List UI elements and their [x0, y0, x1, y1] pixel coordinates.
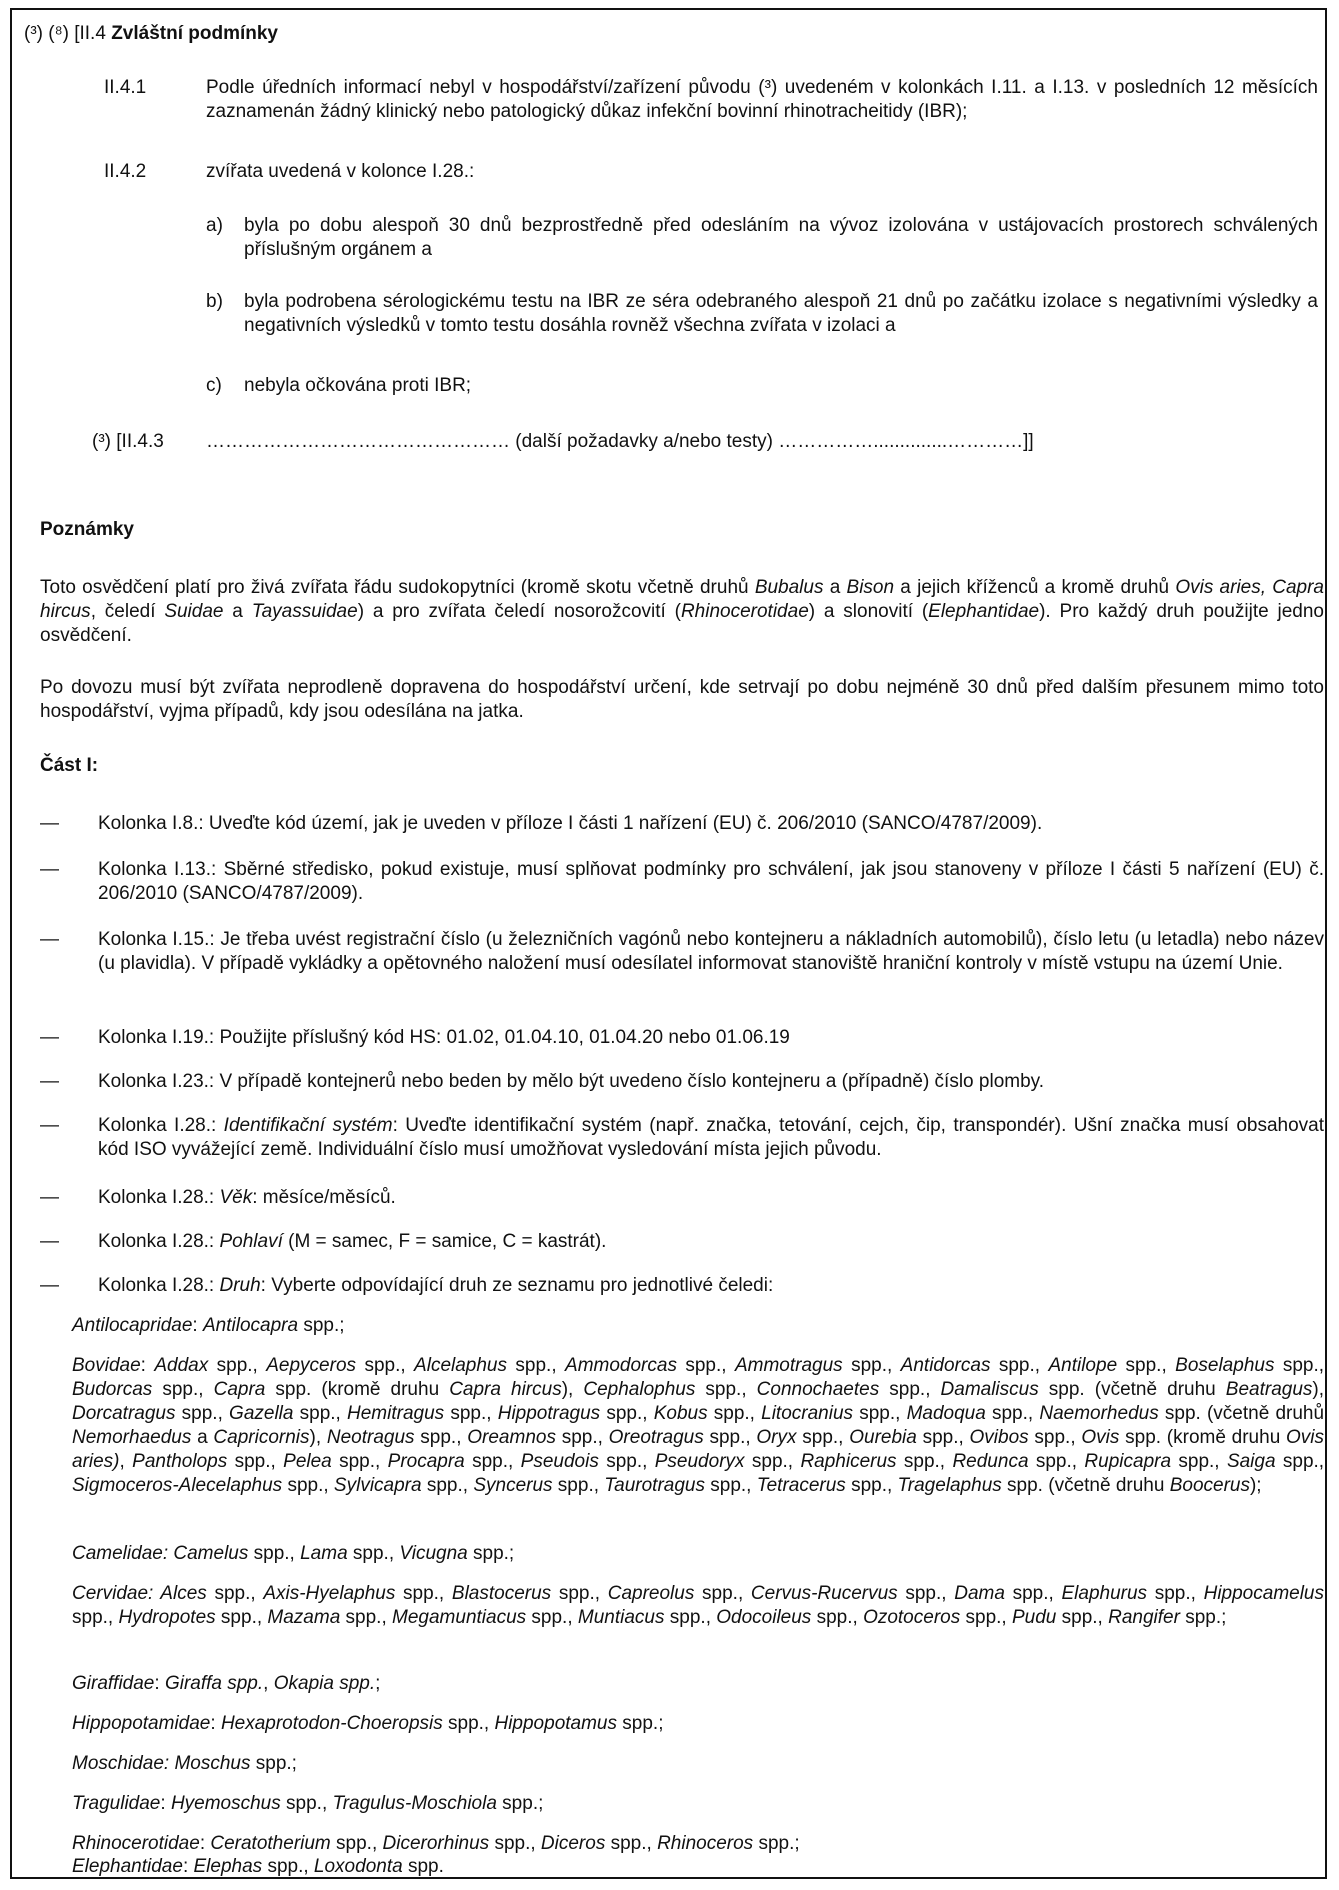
text-run: spp.,: [845, 1475, 898, 1496]
italic-run: Naemorhedus: [1039, 1403, 1159, 1424]
dash-mark: —: [40, 1231, 59, 1252]
text-run: : Uveďte identifikační systém (např. značka, tetování, cejch, čip, transpondér). Ušní značka musí obsahovat kód ISO vyvážející země. Individuální číslo musí umožňovat vysledování místa jejich původu.: [98, 1115, 1324, 1160]
italic-run: Věk: [219, 1187, 253, 1208]
italic-run: Ourebia: [849, 1427, 917, 1448]
text-run: spp.,: [248, 1543, 301, 1564]
italic-run: Ovis aries): [72, 1427, 1325, 1472]
italic-run: Tayassuidae: [251, 601, 358, 622]
text-run: spp.,: [796, 1427, 850, 1448]
italic-run: Ammodorcas: [565, 1355, 677, 1376]
text-run: :: [192, 1315, 203, 1336]
text-run: spp.;: [753, 1833, 800, 1854]
italic-run: Pseudois: [520, 1451, 599, 1472]
text-run: spp.;: [298, 1315, 345, 1336]
text-run: spp.;: [496, 1793, 544, 1814]
text-run: spp.,: [1028, 1451, 1085, 1472]
text-run: spp.,: [489, 1833, 541, 1854]
section-title: Zvláštní podmínky: [111, 23, 278, 44]
italic-run: Litocranius: [761, 1403, 854, 1424]
text-run: spp.;: [467, 1543, 515, 1564]
dash-mark: —: [40, 929, 59, 950]
italic-run: Capra hircus: [449, 1379, 562, 1400]
entry-text: [98, 1230, 1324, 1254]
italic-run: Mazama: [267, 1607, 341, 1628]
italic-run: Addax: [154, 1355, 209, 1376]
italic-run: Hippotragus: [497, 1403, 601, 1424]
text-run: );: [1249, 1475, 1262, 1496]
text-run: ,: [119, 1451, 133, 1472]
text-run: ). Pro každý druh použijte jedno osvědčení.: [40, 601, 1325, 646]
italic-run: Damaliscus: [940, 1379, 1039, 1400]
text-run: spp.,: [990, 1355, 1049, 1376]
text-run: , čeledí: [90, 601, 165, 622]
italic-run: Bubalus: [754, 577, 824, 598]
text-run: Kolonka I.28.:: [98, 1231, 220, 1252]
italic-run: Rhinocerotidae: [72, 1833, 200, 1854]
family-antilocapridae: [72, 1314, 1324, 1338]
italic-run: Tragulus-Moschiola: [332, 1793, 497, 1814]
text-run: spp.,: [356, 1355, 415, 1376]
text-run: spp.,: [72, 1607, 119, 1628]
entry-text: Kolonka I.8.: Uveďte kód území, jak je uveden v příloze I části 1 nařízení (EU) č. 206/2010 (SANCO/4787/2009).: [98, 813, 1043, 834]
italic-run: Hydropotes: [118, 1607, 216, 1628]
italic-run: Raphicerus: [800, 1451, 897, 1472]
subitem-letter: c): [206, 375, 222, 396]
text-run: spp.;: [617, 1713, 664, 1734]
italic-run: Rupicapra: [1084, 1451, 1172, 1472]
italic-run: Elephas: [193, 1856, 263, 1877]
entry-text: Kolonka I.19.: Použijte příslušný kód HS: 01.02, 01.04.10, 01.04.20 nebo 01.06.19: [98, 1027, 790, 1048]
family-elephantidae: [72, 1855, 1324, 1879]
italic-run: Ozotoceros: [863, 1607, 961, 1628]
italic-run: Ceratotherium: [210, 1833, 331, 1854]
italic-run: Rhinoceros: [657, 1833, 754, 1854]
italic-run: Giraffidae: [72, 1673, 155, 1694]
entry-text: Kolonka I.15.: Je třeba uvést registrační číslo (u železničních vagónů nebo kontejneru a nákladních automobilů), číslo letu (u letadla) nebo název (u plavidla). V případě vykládky a opětovného naložení musí odesílatel informovat stanoviště hraniční kontroly v místě vstupu na území Unie.: [98, 929, 1324, 974]
italic-run: Vicugna: [399, 1543, 468, 1564]
item-text: Podle úředních informací nebyl v hospodářství/zařízení původu (³) uvedeném v kolonkách I.11. a I.13. v posledních 12 měsících zaznamenán žádný klinický nebo patologický důkaz infekční bovinní rhinotracheitidy (IBR);: [206, 77, 1318, 122]
dash-mark: —: [40, 1027, 59, 1048]
italic-run: Sigmoceros-Alecelaphus: [72, 1475, 283, 1496]
text-run: spp. (kromě druhu: [1119, 1427, 1287, 1448]
italic-run: Gazella: [229, 1403, 294, 1424]
text-run: spp.,: [152, 1379, 214, 1400]
family-cervidae: [72, 1582, 1324, 1630]
italic-run: Rangifer: [1108, 1607, 1180, 1628]
italic-run: Connochaetes: [756, 1379, 880, 1400]
text-run: spp.,: [551, 1583, 608, 1604]
italic-run: Druh: [219, 1275, 261, 1296]
text-run: spp.,: [1117, 1355, 1176, 1376]
italic-run: Lama: [300, 1543, 348, 1564]
text-run: spp.,: [293, 1403, 348, 1424]
italic-run: Taurotragus: [604, 1475, 705, 1496]
text-run: spp.;: [250, 1753, 297, 1774]
italic-run: Pseudoryx: [654, 1451, 745, 1472]
subitem-text: byla podrobena sérologickému testu na IBR ze séra odebraného alespoň 21 dnů po začátku izolace s negativními výsledky a negativních výsledků v tomto testu dosáhla rovněž všechna zvířata v izolaci a: [244, 291, 1318, 336]
italic-run: Neotragus: [326, 1427, 415, 1448]
text-run: spp.,: [282, 1475, 334, 1496]
dash-mark: —: [40, 1275, 59, 1296]
italic-run: Sylvicapra: [333, 1475, 422, 1496]
text-run: spp.,: [916, 1427, 970, 1448]
text-run: Kolonka I.28.:: [98, 1187, 220, 1208]
entry-text: Kolonka I.23.: V případě kontejnerů nebo beden by mělo být uvedeno číslo kontejneru a (případně) číslo plomby.: [98, 1071, 1045, 1092]
text-run: a: [191, 1427, 214, 1448]
text-run: spp.,: [1028, 1427, 1082, 1448]
italic-run: Pudu: [1011, 1607, 1057, 1628]
text-run: spp.,: [444, 1403, 498, 1424]
italic-run: Alcelaphus: [414, 1355, 507, 1376]
text-run: :: [154, 1673, 165, 1694]
italic-run: Antilope: [1048, 1355, 1118, 1376]
dash-mark: —: [40, 1187, 59, 1208]
text-run: spp.,: [526, 1607, 578, 1628]
text-run: spp.,: [605, 1833, 658, 1854]
subitem-letter: b): [206, 291, 223, 312]
italic-run: Capreolus: [607, 1583, 695, 1604]
text-run: a: [823, 577, 847, 598]
text-run: spp.,: [1274, 1355, 1325, 1376]
text-run: spp. (kromě druhu: [265, 1379, 450, 1400]
italic-run: Redunca: [952, 1451, 1029, 1472]
italic-run: Kobus: [653, 1403, 708, 1424]
family-tragulidae: [72, 1792, 1324, 1816]
italic-run: Hippopotamus: [494, 1713, 618, 1734]
italic-run: Capricornis: [213, 1427, 310, 1448]
italic-run: Megamuntiacus: [392, 1607, 527, 1628]
text-run: Kolonka I.28.:: [98, 1115, 224, 1136]
text-run: spp.,: [280, 1793, 333, 1814]
italic-run: Pantholops: [132, 1451, 228, 1472]
text-run: Kolonka I.28.:: [98, 1275, 220, 1296]
text-run: spp.: [402, 1856, 444, 1877]
text-run: a: [223, 601, 252, 622]
family-giraffidae: [72, 1672, 1324, 1696]
text-run: spp.,: [552, 1475, 605, 1496]
text-run: spp.,: [1147, 1583, 1204, 1604]
italic-run: Giraffa spp.: [164, 1673, 264, 1694]
text-run: spp.,: [395, 1583, 452, 1604]
entry-text: [98, 1186, 1324, 1210]
text-run: spp.,: [208, 1355, 267, 1376]
text-run: spp.,: [215, 1607, 268, 1628]
text-run: spp.,: [464, 1451, 521, 1472]
italic-run: Beatragus: [1225, 1379, 1313, 1400]
entry-text: [98, 1114, 1324, 1162]
text-run: spp.,: [262, 1856, 314, 1877]
italic-run: Elephantidae: [928, 601, 1040, 622]
dash-mark: —: [40, 1071, 59, 1092]
item-number: II.4.2: [104, 161, 147, 182]
text-run: ) a slonovití (: [808, 601, 929, 622]
text-run: spp.,: [555, 1427, 609, 1448]
italic-run: Boselaphus: [1175, 1355, 1275, 1376]
text-run: :: [140, 1355, 155, 1376]
text-run: spp.,: [340, 1607, 393, 1628]
italic-run: Cephalophus: [583, 1379, 696, 1400]
item-text: ………………………………………… (další požadavky a/nebo testy) ……………..............…………]]: [206, 431, 1034, 452]
italic-run: Dama: [954, 1583, 1005, 1604]
italic-run: Oreotragus: [608, 1427, 704, 1448]
text-run: spp. (včetně druhů: [1158, 1403, 1325, 1424]
italic-run: Capra: [213, 1379, 266, 1400]
entry-text: Kolonka I.13.: Sběrné středisko, pokud existuje, musí splňovat podmínky pro schválení, jak jsou stanoveny v příloze I části 5 nařízení (EU) č. 206/2010 (SANCO/4787/2009).: [98, 859, 1324, 904]
text-run: spp.,: [695, 1379, 757, 1400]
italic-run: Ammotragus: [734, 1355, 843, 1376]
text-run: spp.,: [227, 1451, 284, 1472]
italic-run: Elaphurus: [1061, 1583, 1148, 1604]
text-run: spp.,: [347, 1543, 400, 1564]
text-run: spp.,: [853, 1403, 907, 1424]
family-hippopotamidae: [72, 1712, 1324, 1736]
italic-run: Muntiacus: [577, 1607, 665, 1628]
text-run: spp.,: [707, 1403, 762, 1424]
text-run: spp.,: [1275, 1451, 1325, 1472]
family-moschidae: [72, 1752, 1324, 1776]
italic-run: Identifikační systém: [223, 1115, 393, 1136]
italic-run: Antidorcas: [900, 1355, 991, 1376]
text-run: spp.,: [960, 1607, 1012, 1628]
text-run: spp.,: [676, 1355, 735, 1376]
item-number: (³) [II.4.3: [92, 431, 164, 452]
subitem-letter: a): [206, 215, 223, 236]
italic-run: Hyemoschus: [170, 1793, 281, 1814]
text-run: spp.,: [703, 1427, 757, 1448]
italic-run: Pohlaví: [219, 1231, 283, 1252]
dash-mark: —: [40, 1115, 59, 1136]
notes-heading: Poznámky: [40, 519, 134, 540]
item-number: II.4.1: [104, 77, 147, 98]
section-heading: [24, 22, 278, 46]
italic-run: Loxodonta: [313, 1856, 403, 1877]
italic-run: Syncerus: [473, 1475, 553, 1496]
italic-run: Boocerus: [1169, 1475, 1250, 1496]
italic-run: Dorcatragus: [72, 1403, 176, 1424]
italic-run: Elephantidae: [72, 1856, 183, 1877]
text-run: spp.,: [330, 1833, 383, 1854]
italic-run: Camelidae: Camelus: [72, 1543, 249, 1564]
family-camelidae: [72, 1542, 1324, 1566]
italic-run: Okapia spp.: [273, 1673, 376, 1694]
italic-run: Axis-Hyelaphus: [263, 1583, 396, 1604]
italic-run: Saiga: [1226, 1451, 1276, 1472]
text-run: spp.,: [842, 1355, 901, 1376]
text-run: spp.,: [879, 1379, 941, 1400]
italic-run: Madoqua: [906, 1403, 986, 1424]
dash-mark: —: [40, 813, 59, 834]
subitem-text: nebyla očkována proti IBR;: [244, 375, 472, 396]
italic-run: Tragelaphus: [897, 1475, 1002, 1496]
text-run: spp. (včetně druhu: [1038, 1379, 1226, 1400]
text-run: : měsíce/měsíců.: [252, 1187, 396, 1208]
text-run: spp.,: [600, 1403, 654, 1424]
italic-run: Hippocamelus: [1203, 1583, 1325, 1604]
italic-run: Dicerorhinus: [382, 1833, 490, 1854]
italic-run: Oryx: [756, 1427, 797, 1448]
italic-run: Rhinocerotidae: [680, 601, 809, 622]
text-run: spp.,: [985, 1403, 1040, 1424]
entry-text: [98, 1274, 1324, 1298]
italic-run: Pelea: [283, 1451, 332, 1472]
text-run: ),: [561, 1379, 584, 1400]
notes-paragraph-1: [40, 576, 1324, 648]
italic-run: Antilocapridae: [72, 1315, 193, 1336]
text-run: ;: [375, 1673, 381, 1694]
text-run: spp.,: [175, 1403, 230, 1424]
text-run: spp.,: [1004, 1583, 1062, 1604]
text-run: spp.,: [206, 1583, 264, 1604]
italic-run: Ovis: [1081, 1427, 1120, 1448]
text-run: ),: [1312, 1379, 1325, 1400]
text-run: spp.,: [1171, 1451, 1227, 1472]
subitem-text: byla po dobu alespoň 30 dnů bezprostředně před odesláním na vývoz izolována v ustájovacích prostorech schválených příslušným orgánem a: [244, 215, 1318, 260]
text-run: spp.,: [811, 1607, 864, 1628]
text-run: ,: [263, 1673, 274, 1694]
section-prefix: (³) (⁸) [II.4: [24, 23, 106, 44]
text-run: spp.,: [704, 1475, 757, 1496]
family-bovidae: [72, 1354, 1324, 1498]
text-run: :: [199, 1833, 211, 1854]
text-run: spp.,: [897, 1583, 955, 1604]
text-run: spp.,: [442, 1713, 495, 1734]
text-run: (M = samec, F = samice, C = kastrát).: [282, 1231, 607, 1252]
text-run: Toto osvědčení platí pro živá zvířata řádu sudokopytníci (kromě skotu včetně druhů: [40, 577, 755, 598]
text-run: spp.,: [694, 1583, 751, 1604]
italic-run: Ovis aries, Capra hircus: [40, 577, 1324, 622]
italic-run: Moschidae: Moschus: [72, 1753, 251, 1774]
item-text: zvířata uvedená v kolonce I.28.:: [206, 161, 475, 182]
italic-run: Oreamnos: [467, 1427, 556, 1448]
italic-run: Suidae: [164, 601, 224, 622]
italic-run: Tetracerus: [756, 1475, 846, 1496]
italic-run: Hexaprotodon-Choeropsis: [220, 1713, 443, 1734]
text-run: spp.,: [331, 1451, 388, 1472]
italic-run: Bovidae: [72, 1355, 141, 1376]
italic-run: Hippopotamidae: [72, 1713, 211, 1734]
family-rhinocerotidae: [72, 1832, 1324, 1856]
text-run: spp.;: [1179, 1607, 1227, 1628]
text-run: spp.,: [1056, 1607, 1109, 1628]
italic-run: Aepyceros: [266, 1355, 357, 1376]
text-run: ) a pro zvířata čeledí nosorožcovití (: [357, 601, 681, 622]
italic-run: Blastocerus: [451, 1583, 552, 1604]
italic-run: Cervidae: Alces: [72, 1583, 207, 1604]
text-run: :: [182, 1856, 194, 1877]
italic-run: Bison: [846, 577, 895, 598]
text-run: spp.,: [507, 1355, 566, 1376]
text-run: : Vyberte odpovídající druh ze seznamu pro jednotlivé čeledi:: [260, 1275, 774, 1296]
italic-run: Procapra: [387, 1451, 465, 1472]
text-run: :: [160, 1793, 171, 1814]
part1-heading: Část I:: [40, 755, 99, 776]
italic-run: Antilocapra: [202, 1315, 299, 1336]
text-run: spp.,: [744, 1451, 801, 1472]
text-run: spp.,: [896, 1451, 953, 1472]
dash-mark: —: [40, 859, 59, 880]
text-run: a jejich kříženců a kromě druhů: [894, 577, 1176, 598]
document-frame: [10, 8, 1327, 1879]
notes-paragraph-2: Po dovozu musí být zvířata neprodleně dopravena do hospodářství určení, kde setrvají po dobu nejméně 30 dnů před dalším přesunem mimo toto hospodářství, vyjma případů, kdy jsou odesílána na jatka.: [40, 677, 1324, 722]
text-run: spp.,: [664, 1607, 717, 1628]
italic-run: Diceros: [540, 1833, 606, 1854]
italic-run: Tragulidae: [72, 1793, 161, 1814]
italic-run: Budorcas: [72, 1379, 153, 1400]
italic-run: Nemorhaedus: [72, 1427, 192, 1448]
italic-run: Ovibos: [969, 1427, 1029, 1448]
text-run: spp.,: [414, 1427, 468, 1448]
italic-run: Odocoileus: [716, 1607, 812, 1628]
italic-run: Cervus-Rucervus: [750, 1583, 898, 1604]
text-run: spp.,: [421, 1475, 474, 1496]
italic-run: Hemitragus: [347, 1403, 445, 1424]
text-run: spp. (včetně druhu: [1001, 1475, 1170, 1496]
text-run: :: [210, 1713, 221, 1734]
text-run: spp.,: [598, 1451, 655, 1472]
text-run: ),: [309, 1427, 327, 1448]
